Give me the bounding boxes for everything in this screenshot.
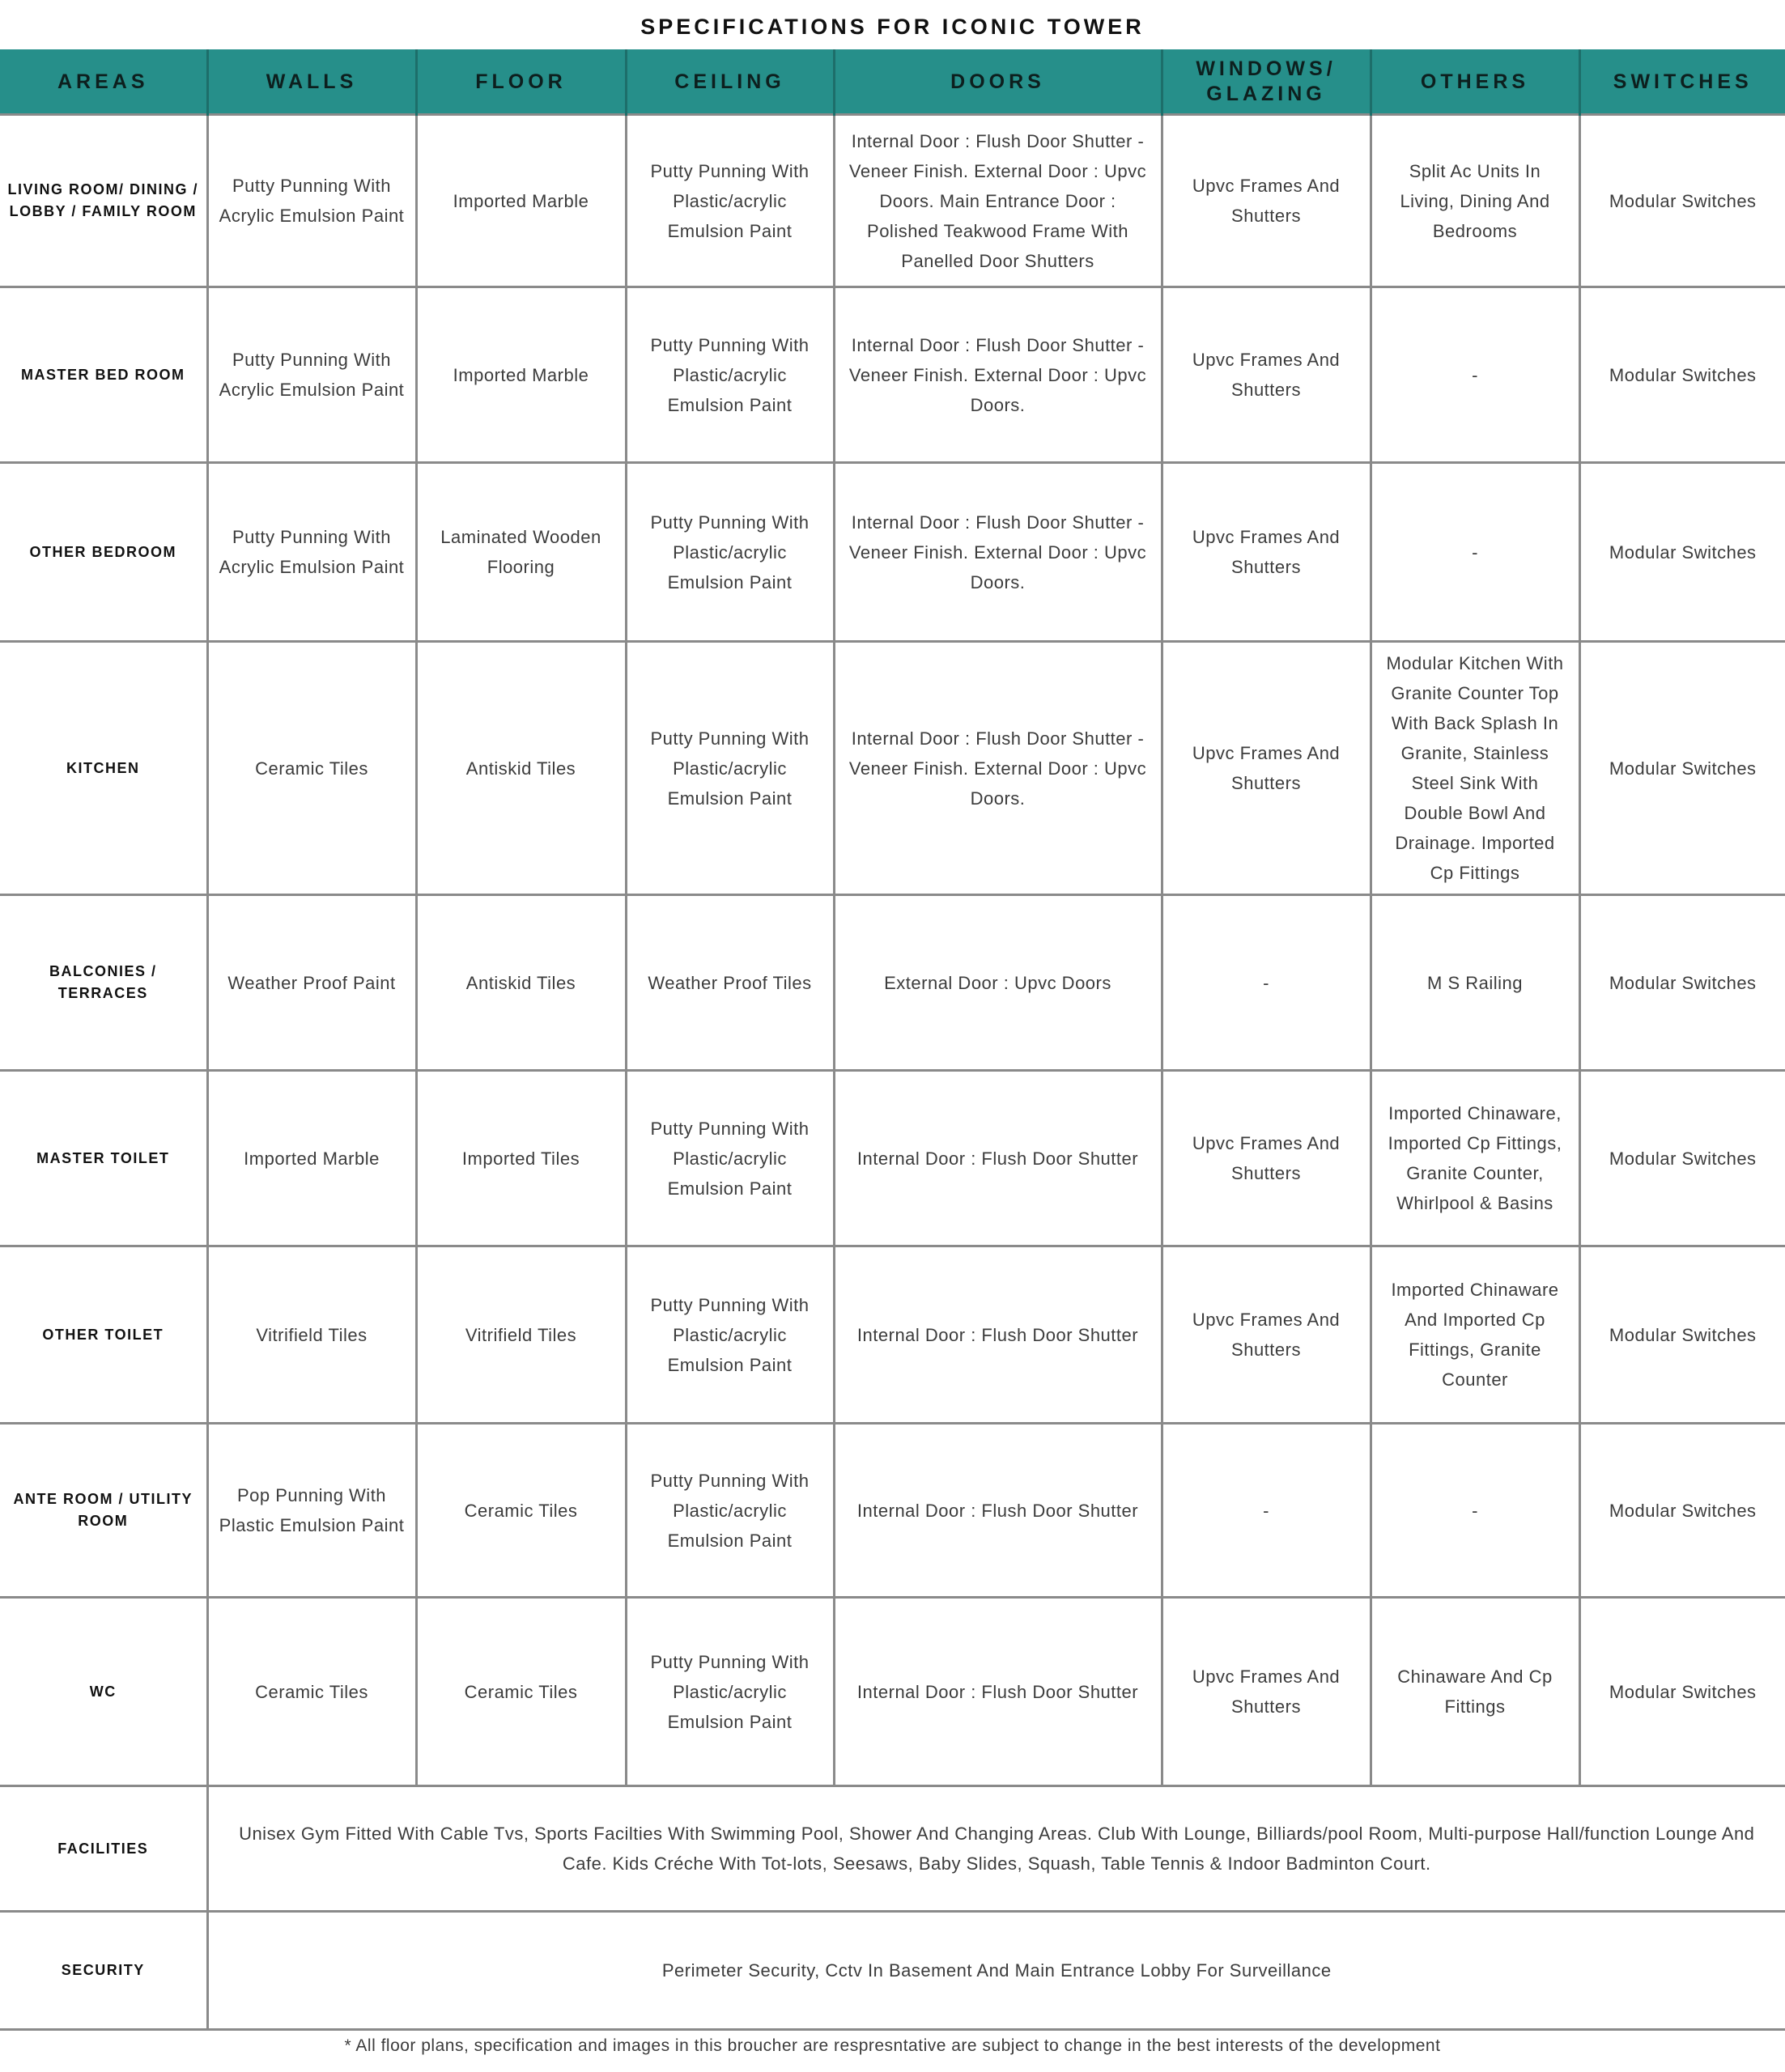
windows-cell: - bbox=[1162, 895, 1371, 1071]
windows-cell: - bbox=[1162, 1424, 1371, 1598]
ceiling-cell: Putty Punning With Plastic/acrylic Emulsion Paint bbox=[626, 1598, 834, 1786]
switches-cell: Modular Switches bbox=[1579, 1424, 1785, 1598]
doors-cell: Internal Door : Flush Door Shutter bbox=[834, 1598, 1162, 1786]
others-cell: Split Ac Units In Living, Dining And Bedrooms bbox=[1371, 115, 1579, 287]
others-cell: - bbox=[1371, 287, 1579, 463]
switches-cell: Modular Switches bbox=[1579, 463, 1785, 642]
floor-cell: Ceramic Tiles bbox=[416, 1424, 626, 1598]
others-cell: - bbox=[1371, 1424, 1579, 1598]
others-cell: M S Railing bbox=[1371, 895, 1579, 1071]
page-title: SPECIFICATIONS FOR ICONIC TOWER bbox=[640, 15, 1145, 39]
facilities-row bbox=[0, 1786, 1785, 1912]
area-cell: OTHER BEDROOM bbox=[0, 463, 207, 642]
windows-cell: Upvc Frames And Shutters bbox=[1162, 1071, 1371, 1246]
table-row bbox=[0, 1598, 1785, 1786]
table-row bbox=[0, 895, 1785, 1071]
doors-cell: Internal Door : Flush Door Shutter - Veneer Finish. External Door : Upvc Doors. bbox=[834, 642, 1162, 895]
windows-cell: Upvc Frames And Shutters bbox=[1162, 463, 1371, 642]
table-row bbox=[0, 1071, 1785, 1246]
others-cell: Imported Chinaware, Imported Cp Fittings, Granite Counter, Whirlpool & Basins bbox=[1371, 1071, 1579, 1246]
area-cell: LIVING ROOM/ DINING / LOBBY / FAMILY ROOM bbox=[0, 115, 207, 287]
walls-cell: Vitrifield Tiles bbox=[207, 1246, 416, 1424]
walls-cell: Imported Marble bbox=[207, 1071, 416, 1246]
security-row bbox=[0, 1912, 1785, 2030]
others-cell: Modular Kitchen With Granite Counter Top With Back Splash In Granite, Stainless Steel Sink With Double Bowl And Drainage. Imported Cp Fittings bbox=[1371, 642, 1579, 895]
walls-cell: Putty Punning With Acrylic Emulsion Paint bbox=[207, 463, 416, 642]
table-row bbox=[0, 115, 1785, 287]
doors-cell: Internal Door : Flush Door Shutter - Veneer Finish. External Door : Upvc Doors. bbox=[834, 287, 1162, 463]
switches-cell: Modular Switches bbox=[1579, 1598, 1785, 1786]
walls-cell: Ceramic Tiles bbox=[207, 1598, 416, 1786]
switches-cell: Modular Switches bbox=[1579, 1071, 1785, 1246]
header-row bbox=[0, 50, 1785, 115]
facilities-text: Unisex Gym Fitted With Cable Tvs, Sports Facilties With Swimming Pool, Shower And Changing Areas. Club With Lounge, Billiards/pool Room, Multi-purpose Hall/function Lounge And Cafe. Kids Créche With Tot-lots, Seesaws, Baby Slides, Squash, Table Tennis & Indoor Badminton Court. bbox=[207, 1786, 1785, 1912]
walls-cell: Ceramic Tiles bbox=[207, 642, 416, 895]
floor-cell: Antiskid Tiles bbox=[416, 895, 626, 1071]
facilities-label: FACILITIES bbox=[0, 1786, 207, 1912]
switches-cell: Modular Switches bbox=[1579, 895, 1785, 1071]
ceiling-cell: Putty Punning With Plastic/acrylic Emulsion Paint bbox=[626, 1071, 834, 1246]
security-text: Perimeter Security, Cctv In Basement And Main Entrance Lobby For Surveillance bbox=[207, 1912, 1785, 2030]
floor-cell: Imported Marble bbox=[416, 287, 626, 463]
doors-cell: Internal Door : Flush Door Shutter bbox=[834, 1071, 1162, 1246]
switches-cell: Modular Switches bbox=[1579, 1246, 1785, 1424]
walls-cell: Weather Proof Paint bbox=[207, 895, 416, 1071]
windows-cell: Upvc Frames And Shutters bbox=[1162, 642, 1371, 895]
walls-cell: Pop Punning With Plastic Emulsion Paint bbox=[207, 1424, 416, 1598]
area-cell: MASTER TOILET bbox=[0, 1071, 207, 1246]
table-row bbox=[0, 642, 1785, 895]
header-switches: SWITCHES bbox=[1579, 50, 1785, 115]
walls-cell: Putty Punning With Acrylic Emulsion Paint bbox=[207, 115, 416, 287]
others-cell: Chinaware And Cp Fittings bbox=[1371, 1598, 1579, 1786]
table-row bbox=[0, 287, 1785, 463]
doors-cell: Internal Door : Flush Door Shutter bbox=[834, 1246, 1162, 1424]
windows-cell: Upvc Frames And Shutters bbox=[1162, 287, 1371, 463]
floor-cell: Imported Tiles bbox=[416, 1071, 626, 1246]
ceiling-cell: Putty Punning With Plastic/acrylic Emulsion Paint bbox=[626, 642, 834, 895]
header-others: OTHERS bbox=[1371, 50, 1579, 115]
doors-cell: Internal Door : Flush Door Shutter bbox=[834, 1424, 1162, 1598]
floor-cell: Laminated Wooden Flooring bbox=[416, 463, 626, 642]
switches-cell: Modular Switches bbox=[1579, 115, 1785, 287]
others-cell: - bbox=[1371, 463, 1579, 642]
ceiling-cell: Weather Proof Tiles bbox=[626, 895, 834, 1071]
area-cell: BALCONIES / TERRACES bbox=[0, 895, 207, 1071]
header-doors: DOORS bbox=[834, 50, 1162, 115]
floor-cell: Imported Marble bbox=[416, 115, 626, 287]
ceiling-cell: Putty Punning With Plastic/acrylic Emulsion Paint bbox=[626, 1424, 834, 1598]
table-row bbox=[0, 1424, 1785, 1598]
table-row bbox=[0, 1246, 1785, 1424]
windows-cell: Upvc Frames And Shutters bbox=[1162, 1246, 1371, 1424]
floor-cell: Ceramic Tiles bbox=[416, 1598, 626, 1786]
header-areas: AREAS bbox=[0, 50, 207, 115]
doors-cell: External Door : Upvc Doors bbox=[834, 895, 1162, 1071]
switches-cell: Modular Switches bbox=[1579, 642, 1785, 895]
area-cell: KITCHEN bbox=[0, 642, 207, 895]
header-windows: WINDOWS/ GLAZING bbox=[1162, 50, 1371, 115]
switches-cell: Modular Switches bbox=[1579, 287, 1785, 463]
area-cell: OTHER TOILET bbox=[0, 1246, 207, 1424]
windows-cell: Upvc Frames And Shutters bbox=[1162, 115, 1371, 287]
walls-cell: Putty Punning With Acrylic Emulsion Paint bbox=[207, 287, 416, 463]
floor-cell: Antiskid Tiles bbox=[416, 642, 626, 895]
area-cell: MASTER BED ROOM bbox=[0, 287, 207, 463]
others-cell: Imported Chinaware And Imported Cp Fittings, Granite Counter bbox=[1371, 1246, 1579, 1424]
security-label: SECURITY bbox=[0, 1912, 207, 2030]
ceiling-cell: Putty Punning With Plastic/acrylic Emulsion Paint bbox=[626, 463, 834, 642]
header-ceiling: CEILING bbox=[626, 50, 834, 115]
table-row bbox=[0, 463, 1785, 642]
ceiling-cell: Putty Punning With Plastic/acrylic Emulsion Paint bbox=[626, 1246, 834, 1424]
header-floor: FLOOR bbox=[416, 50, 626, 115]
windows-cell: Upvc Frames And Shutters bbox=[1162, 1598, 1371, 1786]
doors-cell: Internal Door : Flush Door Shutter - Veneer Finish. External Door : Upvc Doors. bbox=[834, 463, 1162, 642]
specifications-table bbox=[0, 49, 1785, 2031]
ceiling-cell: Putty Punning With Plastic/acrylic Emulsion Paint bbox=[626, 115, 834, 287]
header-walls: WALLS bbox=[207, 50, 416, 115]
doors-cell: Internal Door : Flush Door Shutter - Veneer Finish. External Door : Upvc Doors. Main Entrance Door : Polished Teakwood Frame With Panelled Door Shutters bbox=[834, 115, 1162, 287]
disclaimer-footnote: * All floor plans, specification and images in this broucher are respresntative are subject to change in the best interests of the development bbox=[344, 2036, 1441, 2055]
floor-cell: Vitrifield Tiles bbox=[416, 1246, 626, 1424]
ceiling-cell: Putty Punning With Plastic/acrylic Emulsion Paint bbox=[626, 287, 834, 463]
area-cell: ANTE ROOM / UTILITY ROOM bbox=[0, 1424, 207, 1598]
area-cell: WC bbox=[0, 1598, 207, 1786]
